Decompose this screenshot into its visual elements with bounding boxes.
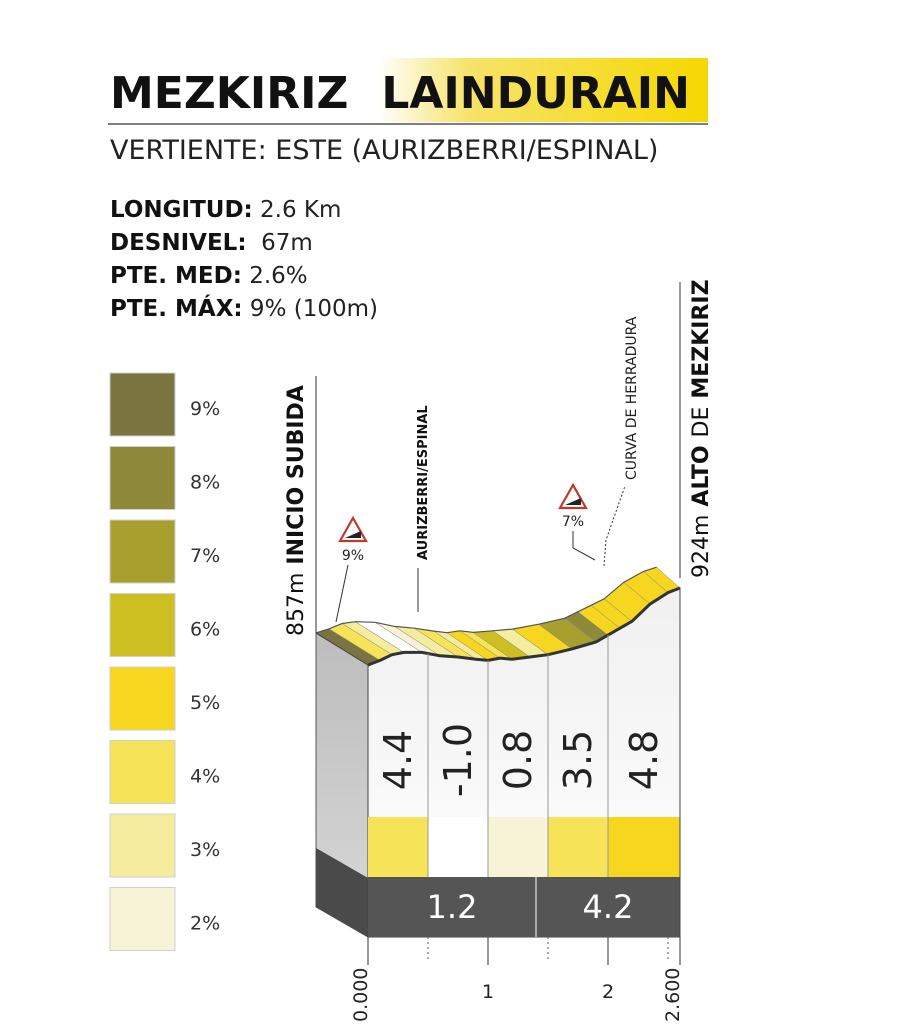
gradient-band-cell (368, 817, 428, 877)
gradient-label: -1.0 (436, 722, 480, 798)
title-right: LAINDURAIN (381, 68, 690, 119)
town-label: AURIZBERRI/ESPINAL (416, 405, 431, 560)
gradient-label: 3.5 (556, 729, 600, 791)
stat-longitud: LONGITUD: 2.6 Km (110, 197, 342, 223)
legend-swatch-5 (110, 667, 175, 730)
legend-swatch-7 (110, 520, 175, 583)
x-tick-label: 2.600 (662, 967, 684, 1022)
end-label: 924mALTODEMEZKIRIZ (689, 279, 714, 578)
legend-label: 7% (190, 545, 221, 567)
stat-desnivel: DESNIVEL: 67m (110, 230, 313, 256)
grade-sign-7 (560, 485, 595, 560)
legend-swatch-9 (110, 373, 175, 436)
legend-swatch-8 (110, 447, 175, 510)
subtitle: VERTIENTE: ESTE (AURIZBERRI/ESPINAL) (110, 135, 659, 166)
legend-label: 5% (190, 692, 221, 714)
km-segment-label: 4.2 (582, 888, 634, 926)
gradient-label: 0.8 (496, 729, 540, 791)
profile-block (316, 567, 680, 937)
curve-marker-line (604, 486, 625, 566)
stat-pte-med: PTE. MED: 2.6% (110, 263, 308, 289)
grade-sign-7-leader (573, 531, 595, 560)
gradient-label: 4.4 (376, 729, 420, 791)
legend-label: 8% (190, 471, 221, 494)
gradient-label: 4.8 (622, 729, 666, 791)
legend-label: 4% (190, 765, 221, 788)
stat-pte-max: PTE. MÁX: 9% (100m) (110, 296, 378, 322)
legend-label: 6% (190, 618, 221, 641)
gradient-band-cell (548, 817, 608, 877)
legend-swatch-2 (110, 888, 175, 951)
curve-label: CURVA DE HERRADURA (624, 316, 640, 480)
km-band (368, 877, 680, 937)
legend-label: 2% (190, 912, 221, 935)
x-tick-label: 1 (481, 981, 495, 1003)
km-segment-label: 1.2 (426, 888, 478, 926)
legend-swatch-3 (110, 814, 175, 877)
grade-sign-9 (336, 518, 366, 622)
legend-label: 9% (190, 398, 221, 420)
gradient-band-cell (608, 817, 680, 877)
grade-sign-7-label: 7% (561, 514, 585, 530)
gradient-band (368, 817, 680, 877)
grade-sign-9-leader (336, 565, 348, 622)
start-label: 857mINICIO SUBIDA (284, 385, 309, 636)
x-axis (350, 937, 684, 1022)
x-tick-label: 2 (601, 981, 615, 1003)
legend-swatch-4 (110, 741, 175, 804)
stats-block (110, 197, 378, 322)
legend-label: 3% (190, 839, 221, 861)
grade-sign-9-label: 9% (341, 548, 365, 564)
legend-swatch-6 (110, 594, 175, 657)
gradient-band-cell (488, 817, 548, 877)
x-tick-label: 0.000 (350, 967, 372, 1022)
gradient-band-cell (428, 817, 488, 877)
title-left: MEZKIRIZ (110, 68, 349, 119)
grade-legend (110, 373, 220, 951)
gradient-labels (376, 723, 666, 797)
